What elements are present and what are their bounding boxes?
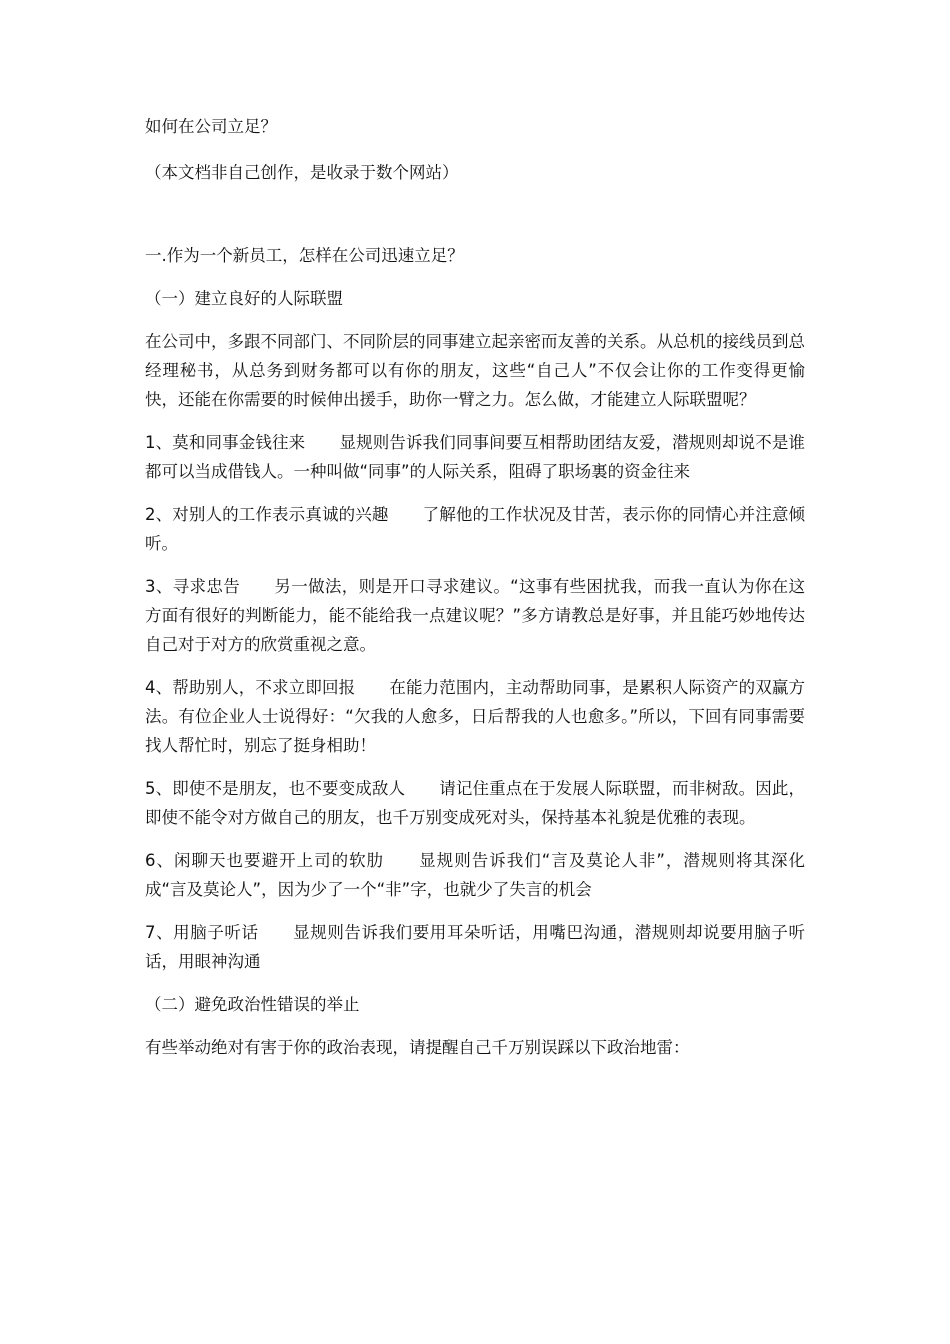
item-label: 2、对别人的工作表示真诚的兴趣 [145,505,389,524]
item-label: 5、即使不是朋友，也不要变成敌人 [145,779,406,798]
item-text: 了解他的工作状况及甘苦，表示你的同情心并注意倾听。 [145,505,806,553]
list-item-5 [145,774,805,832]
list-item-1 [145,428,805,486]
list-item-2 [145,500,805,558]
closing-paragraph: 有些举动绝对有害于你的政治表现，请提醒自己千万别误踩以下政治地雷： [145,1038,690,1057]
section-heading: 一.作为一个新员工，怎样在公司迅速立足？ [145,246,464,265]
item-text: 显规则告诉我们要用耳朵听话，用嘴巴沟通，潜规则却说要用脑子听话，用眼神沟通 [145,923,806,971]
intro-paragraph: 在公司中，多跟不同部门、不同阶层的同事建立起亲密而友善的关系。从总机的接线员到总经理秘书，从总务到财务都可以有你的朋友，这些“自己人”不仅会让你的工作变得更愉快，还能在你需要的时候伸出援手，助你一臂之力。怎么做，才能建立人际联盟呢？ [145,332,805,409]
list-item-7 [145,918,805,976]
item-text: 另一做法，则是开口寻求建议。“这事有些困扰我，而我一直认为你在这方面有很好的判断能力，能不能给我一点建议呢？”多方请教总是好事，并且能巧妙地传达自己对于对方的欣赏重视之意。 [145,577,805,654]
list-item-4 [145,673,805,760]
list-item-6 [145,846,805,904]
document-title: 如何在公司立足？ [145,117,277,136]
item-label: 1、莫和同事金钱往来 [145,433,306,452]
item-text: 显规则告诉我们同事间要互相帮助团结友爱，潜规则却说不是谁都可以当成借钱人。一种叫做“同事”的人际关系，阻碍了职场裏的资金往来 [145,433,806,481]
item-text: 在能力范围内，主动帮助同事，是累积人际资产的双赢方法。有位企业人士说得好：“欠我的人愈多，日后帮我的人也愈多。”所以，下回有同事需要找人帮忙时，别忘了挺身相助！ [145,678,806,755]
item-label: 7、用脑子听话 [145,923,259,942]
list-item-3 [145,572,805,659]
item-text: 请记住重点在于发展人际联盟，而非树敌。因此，即使不能令对方做自己的朋友，也千万别变成死对头，保持基本礼貌是优雅的表现。 [145,779,806,827]
item-label: 6、闲聊天也要避开上司的软肋 [145,851,385,870]
item-label: 3、寻求忠告 [145,577,241,596]
document-body [145,112,805,1076]
subsection-heading-2: （二）避免政治性错误的举止 [145,995,360,1014]
item-text: 显规则告诉我们“言及莫论人非”，潜规则将其深化成“言及莫论人”，因为少了一个“非”字，也就少了失言的机会 [145,851,805,899]
source-note: （本文档非自己创作，是收录于数个网站） [145,163,459,182]
subsection-heading-1: （一）建立良好的人际联盟 [145,289,343,308]
item-label: 4、帮助别人，不求立即回报 [145,678,356,697]
